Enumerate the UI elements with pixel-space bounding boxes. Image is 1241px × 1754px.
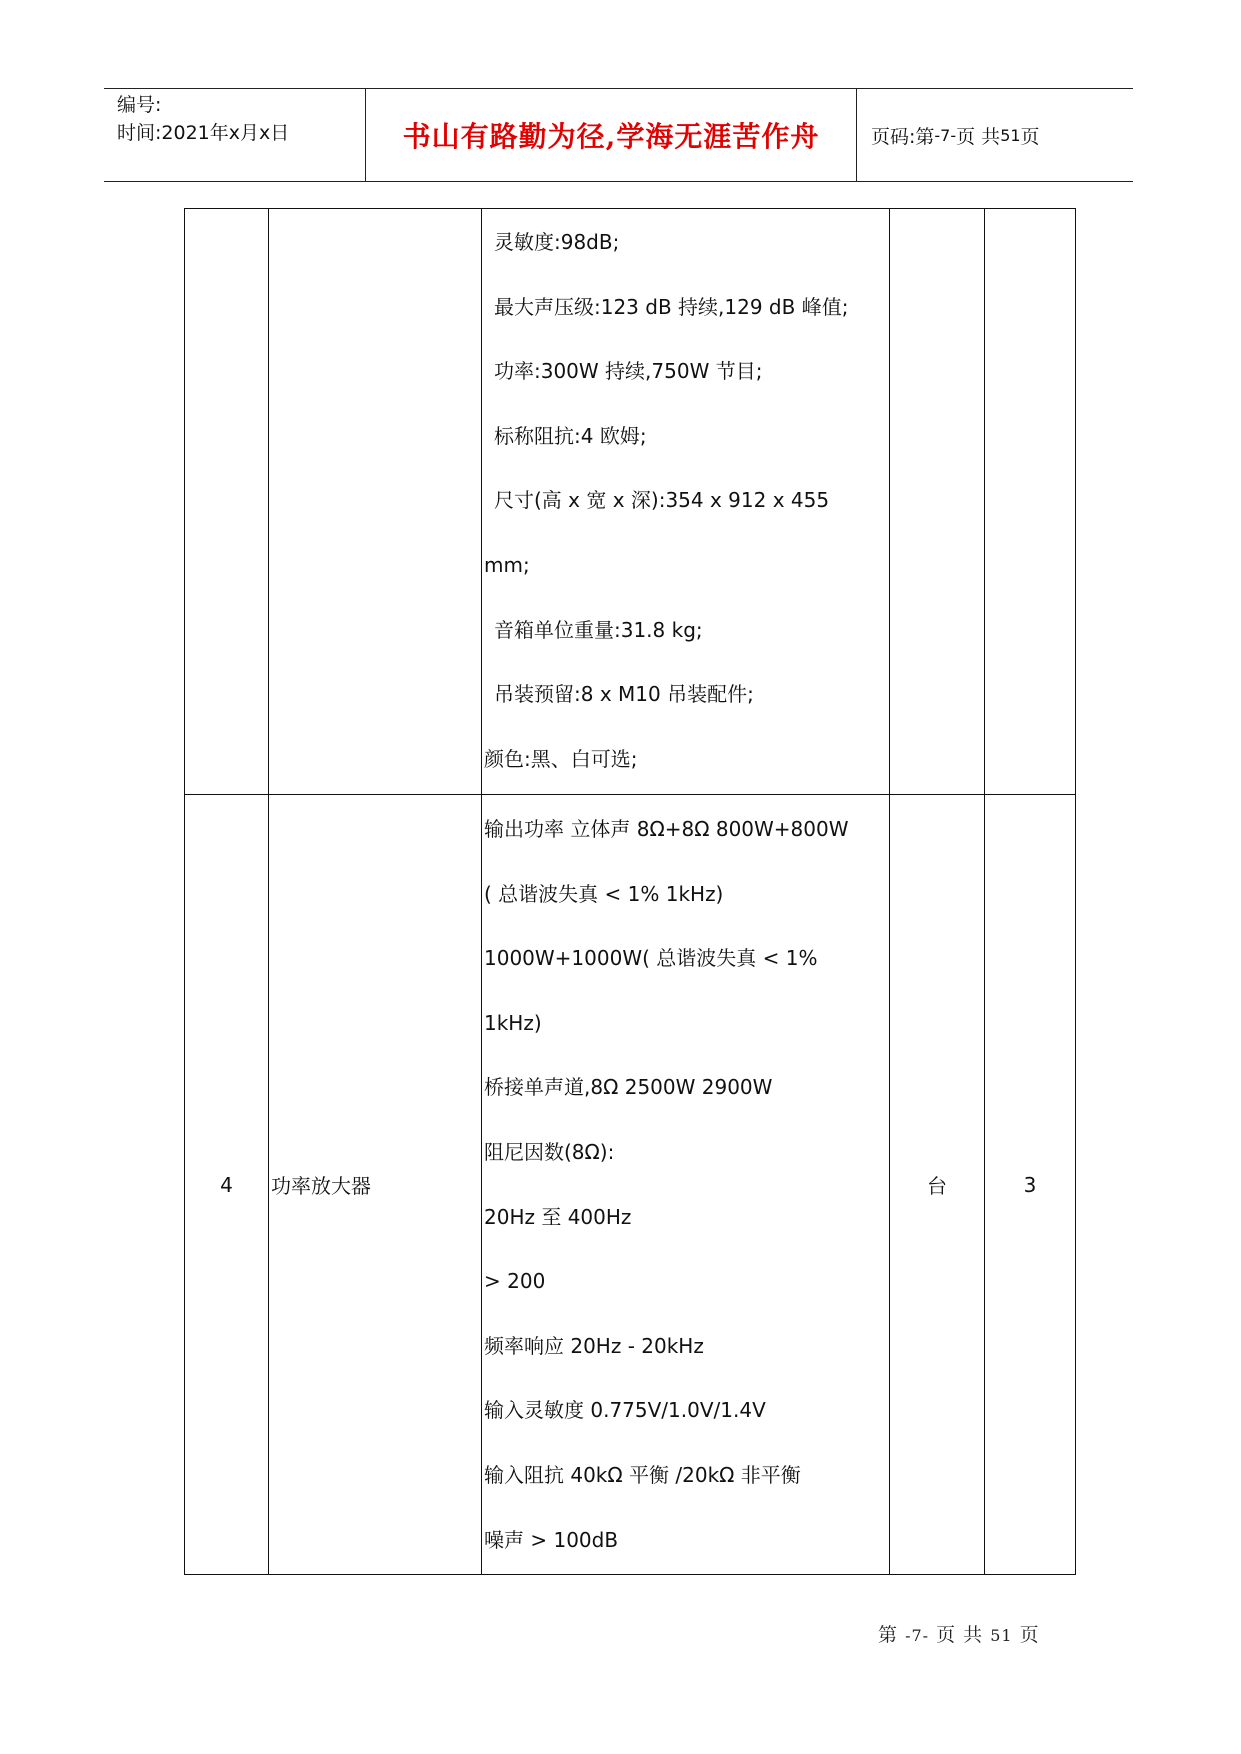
row-number-cell: 4 [185,795,269,1575]
spec-line: 输入阻抗 40kΩ 平衡 /20kΩ 非平衡 [484,1462,801,1487]
footer-page-total: 51 [990,1626,1013,1645]
header-meta [104,89,366,181]
header-page-total: 51 [1000,125,1021,145]
footer-page-current: -7- [905,1626,930,1645]
spec-list [482,209,889,791]
item-name-cell: 功率放大器 [269,795,482,1575]
quantity-cell [985,209,1076,795]
header-page-current: -7- [934,125,957,145]
page-footer [878,1620,1040,1647]
spec-line: 输入灵敏度 0.775V/1.0V/1.4V [484,1398,766,1423]
spec-list [482,795,889,1572]
row-number-cell [185,209,269,795]
spec-line: 功率:300W 持续,750W 节目; [494,359,763,384]
footer-page-suffix: 页 [1019,1624,1040,1646]
unit-cell [890,209,985,795]
spec-line: 阻尼因数(8Ω): [484,1139,615,1164]
document-number-label: 编号: [117,94,162,116]
unit-cell: 台 [890,795,985,1575]
spec-line: 最大声压级:123 dB 持续,129 dB 峰值; [494,294,849,319]
spec-line: 颜色:黑、白可选; [484,746,638,771]
item-name-cell [269,209,482,795]
spec-line: ( 总谐波失真 < 1% 1kHz) [484,881,724,906]
spec-cell [482,795,890,1575]
table-row [185,209,1076,795]
spec-line: mm; [484,552,530,577]
spec-line: 标称阻抗:4 欧姆; [494,423,647,448]
spec-cell [482,209,890,795]
spec-line: > 200 [484,1269,546,1294]
header-page-suffix: 页 [1020,125,1040,148]
spec-line: 20Hz 至 400Hz [484,1204,632,1229]
spec-line: 噪声 > 100dB [484,1527,619,1552]
spec-line: 尺寸(高 x 宽 x 深):354 x 912 x 455 [494,488,830,513]
spec-line: 1kHz) [484,1010,542,1035]
footer-page-prefix: 第 [878,1624,899,1646]
table-row [185,795,1076,1575]
header-page-indicator [857,89,1133,181]
spec-line: 1000W+1000W( 总谐波失真 < 1% [484,946,818,971]
equipment-spec-table [184,208,1076,1575]
spec-line: 灵敏度:98dB; [494,230,620,254]
header-page-mid: 页 共 [956,125,1001,148]
spec-line: 桥接单声道,8Ω 2500W 2900W [484,1075,773,1100]
quantity-cell: 3 [985,795,1076,1575]
spec-line: 吊装预留:8 x M10 吊装配件; [494,682,754,707]
header-page-prefix: 页码:第 [871,125,935,148]
header-motto: 书山有路勤为径,学海无涯苦作舟 [366,89,857,181]
spec-line: 频率响应 20Hz - 20kHz [484,1333,704,1358]
footer-page-mid: 页 共 [936,1624,984,1646]
document-time-label: 时间:2021年x月x日 [117,122,290,144]
spec-line: 音箱单位重量:31.8 kg; [494,617,703,642]
spec-line: 输出功率 立体声 8Ω+8Ω 800W+800W [484,817,849,841]
page-header [104,88,1133,182]
